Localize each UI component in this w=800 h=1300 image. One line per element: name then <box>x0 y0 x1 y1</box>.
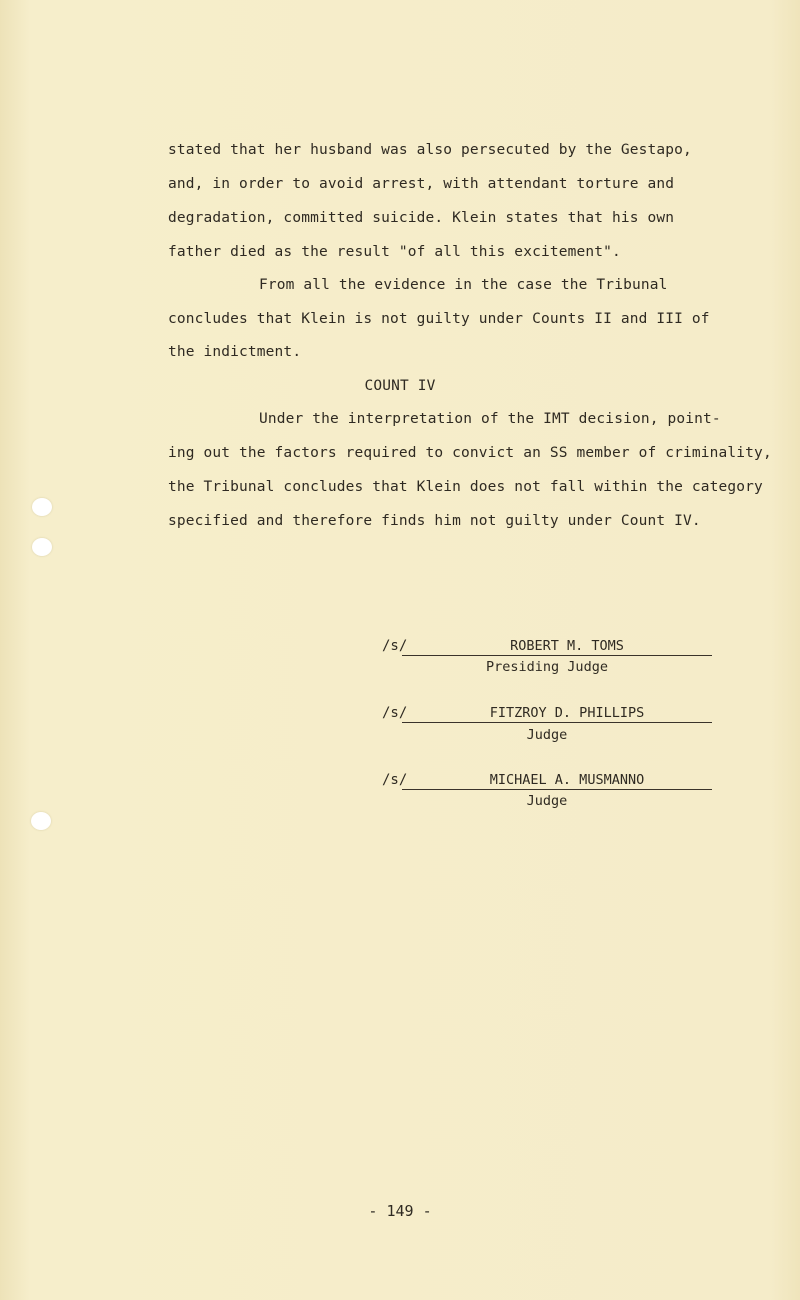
signature-mark: /s/ <box>382 772 408 788</box>
paragraph-line: the indictment. <box>168 344 302 360</box>
signer-title: Presiding Judge <box>486 659 608 675</box>
paragraph-line: From all the evidence in the case the Tribunal <box>259 277 668 293</box>
paragraph-line: concludes that Klein is not guilty under Counts II and III of <box>168 311 710 327</box>
signer-name: FITZROY D. PHILLIPS <box>489 705 645 721</box>
signer-name: ROBERT M. TOMS <box>510 638 624 654</box>
paragraph-line: Under the interpretation of the IMT decision, point- <box>259 411 721 427</box>
section-heading: COUNT IV <box>364 378 436 394</box>
paragraph-line: degradation, committed suicide. Klein states that his own <box>168 210 675 226</box>
signature-rule <box>402 655 712 656</box>
signature-rule <box>402 722 712 723</box>
signature-line <box>382 772 712 792</box>
paragraph-line: stated that her husband was also persecuted by the Gestapo, <box>168 142 692 158</box>
paragraph-line: ing out the factors required to convict an SS member of criminality, <box>168 445 772 461</box>
signature-mark: /s/ <box>382 638 408 654</box>
signature-line <box>382 705 712 725</box>
signer-title: Judge <box>526 727 568 743</box>
signature-line <box>382 638 712 658</box>
page-number: - 149 - <box>368 1202 432 1220</box>
punch-hole <box>32 538 52 556</box>
signature-rule <box>402 789 712 790</box>
paragraph-line: and, in order to avoid arrest, with attendant torture and <box>168 176 675 192</box>
punch-hole <box>31 812 51 830</box>
paragraph-line: the Tribunal concludes that Klein does not fall within the category <box>168 479 763 495</box>
signer-title: Judge <box>526 793 568 809</box>
signer-name: MICHAEL A. MUSMANNO <box>489 772 645 788</box>
paragraph-line: specified and therefore finds him not guilty under Count IV. <box>168 513 701 529</box>
paragraph-line: father died as the result "of all this excitement". <box>168 244 621 260</box>
punch-hole <box>32 498 52 516</box>
signature-mark: /s/ <box>382 705 408 721</box>
